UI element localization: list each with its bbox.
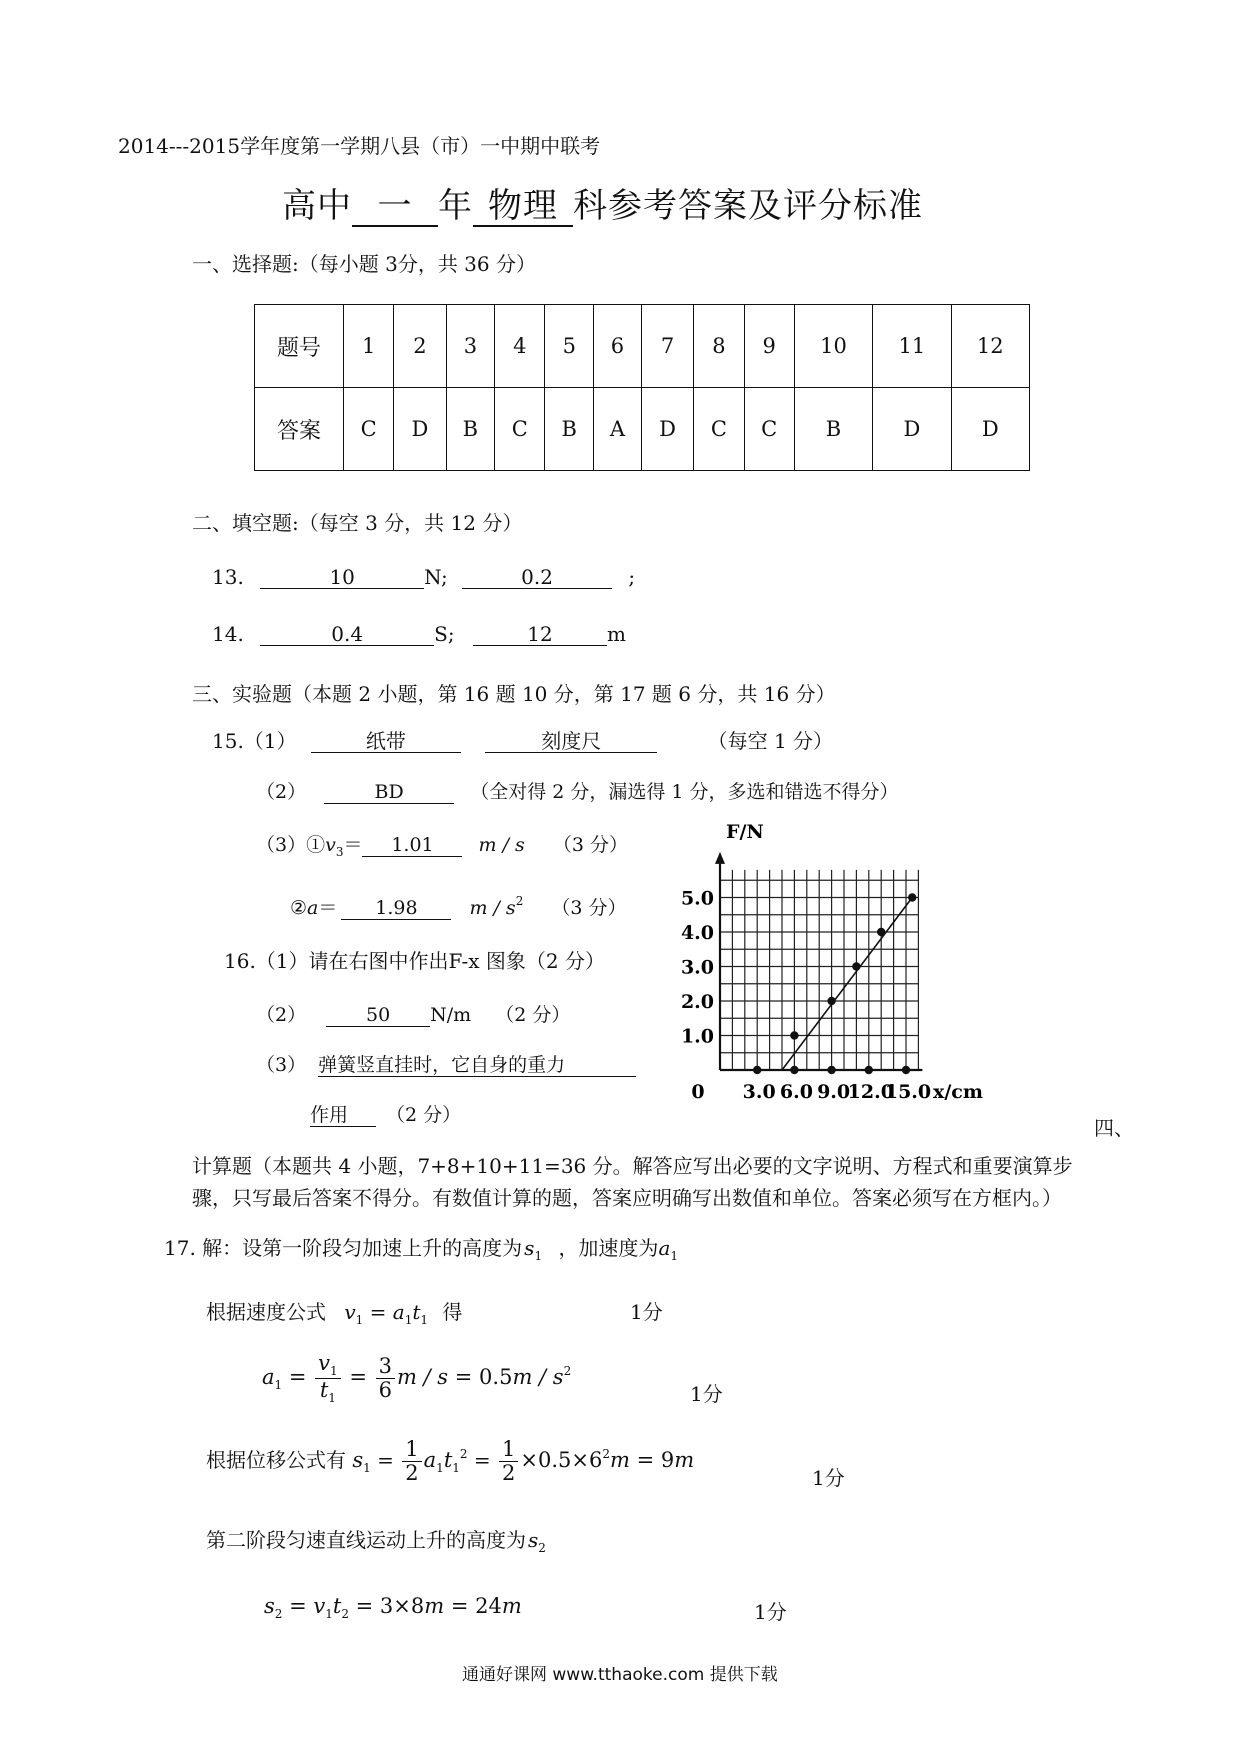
table-cell: 11 <box>873 305 951 388</box>
q16-2-answer: 50 <box>326 1006 430 1027</box>
q15-3a-eq: ＝ <box>343 834 363 856</box>
q13-answer-2: 0.2 <box>462 567 612 589</box>
q15-3a-var: v <box>325 834 336 856</box>
fx-graph <box>660 820 1100 1120</box>
q16-2-unit: N/m <box>430 1004 472 1026</box>
y-tick-label: 1.0 <box>680 1025 714 1048</box>
table-cell: 4 <box>495 305 545 388</box>
y-tick-label: 2.0 <box>680 991 714 1013</box>
table-cell: A <box>594 388 642 471</box>
question-14 <box>212 622 626 646</box>
data-point <box>827 997 835 1005</box>
q15-3b-sup: 2 <box>515 894 524 908</box>
q15-1-note: （每空 1 分） <box>707 729 834 753</box>
table-cell: B <box>446 388 495 471</box>
y-axis-arrow <box>715 852 725 864</box>
question-16-1: 16.（1）请在右图中作出F-x 图象（2 分） <box>224 949 605 973</box>
question-15-3a <box>256 830 628 859</box>
table-cell: B <box>545 388 594 471</box>
question-16-3-cont <box>310 1100 461 1127</box>
q16-3-number: （3） <box>256 1054 307 1076</box>
q13-unit-1: N; <box>424 565 448 589</box>
eq1-score: 1分 <box>630 1300 663 1324</box>
q15-1-answer-1: 纸带 <box>311 731 461 753</box>
y-tick-label: 5.0 <box>680 887 714 910</box>
q15-3a-number: （3）① <box>256 834 326 856</box>
data-point <box>902 1066 910 1074</box>
q15-3b-eq: ＝ <box>318 897 338 919</box>
title-grade: 一 <box>352 189 438 227</box>
table-cell: 8 <box>694 305 744 388</box>
table-cell: 12 <box>951 305 1029 388</box>
q15-3b-unit: m / s <box>469 897 516 919</box>
x-tick-label: 9.0 <box>817 1081 851 1103</box>
table-cell: 6 <box>594 305 642 388</box>
table-cell: 3 <box>446 305 495 388</box>
eq-line-3: 根据位移公式有 $s_1$ = $\frac{1}{2}$ $a_1t_1^2$ = $\frac{1}{2}$ $\times 0.5\times 6^2m = 9m$ <box>206 1437 695 1486</box>
question-16-2 <box>256 1000 570 1027</box>
eq3-text: 根据位移公式有 <box>206 1448 346 1473</box>
eq1-text: 根据速度公式 <box>206 1300 326 1324</box>
q16-3-answer-2: 作用 <box>310 1106 376 1127</box>
table-cell: D <box>641 388 693 471</box>
title-subject: 物理 <box>473 189 573 227</box>
x-tick-label: 3.0 <box>742 1081 776 1103</box>
eq-line-4: 第二阶段匀速直线运动上升的高度为 $s_2$ <box>206 1528 546 1555</box>
table-row-answers <box>255 388 1030 471</box>
eq-line-5: $s_2 = v_1t_2 = 3\times 8m = 24m$ <box>264 1594 522 1621</box>
q16-2-note: （2 分） <box>495 1004 571 1026</box>
y-axis-label: F/N <box>726 821 764 843</box>
y-tick-label: 4.0 <box>680 922 714 944</box>
section1-heading: 一、选择题:（每小题 3分，共 36 分） <box>192 252 536 276</box>
question-16-3 <box>256 1050 636 1077</box>
q16-3-answer-1: 弹簧竖直挂时，它自身的重力 <box>318 1056 636 1077</box>
q15-3a-answer: 1.01 <box>362 836 462 857</box>
graph-grid <box>720 870 918 1070</box>
q15-3b-note: （3 分） <box>551 897 627 919</box>
question-15-1 <box>212 725 833 754</box>
table-cell: 5 <box>545 305 594 388</box>
data-point <box>908 893 916 901</box>
table-cell: C <box>744 388 794 471</box>
eq1-word: 得 <box>442 1300 463 1324</box>
section4-heading-2: 骤，只写最后答案不得分。有数值计算的题，答案应明确写出数值和单位。答案必须写在方框内。） <box>192 1186 1062 1210</box>
table-cell: 7 <box>641 305 693 388</box>
table-cell: 10 <box>794 305 872 388</box>
table-cell: D <box>394 388 446 471</box>
section4-tail: 四、 <box>1094 1116 1134 1140</box>
q14-answer-2: 12 <box>473 624 607 646</box>
eq5-score: 1分 <box>754 1600 787 1624</box>
footer-text: 通通好课网 www.tthaoke.com 提供下载 <box>462 1665 778 1685</box>
q15-3b-answer: 1.98 <box>341 899 451 920</box>
table-cell: B <box>794 388 872 471</box>
q17-intro-mid: ，加速度为 <box>558 1236 659 1260</box>
title-suffix: 科参考答案及评分标准 <box>573 186 923 226</box>
table-cell: 1 <box>344 305 394 388</box>
q15-3b-number: ② <box>290 897 308 919</box>
section3-heading: 三、实验题（本题 2 小题，第 16 题 10 分，第 17 题 6 分，共 16 分） <box>192 682 836 706</box>
eq2-score: 1分 <box>690 1382 723 1406</box>
data-point <box>852 962 860 970</box>
table-cell: 2 <box>394 305 446 388</box>
table-cell: C <box>495 388 545 471</box>
x-tick-label: 6.0 <box>779 1081 813 1103</box>
q16-2-number: （2） <box>256 1004 307 1026</box>
y-tick-label: 3.0 <box>680 956 714 979</box>
title-prefix: 高中 <box>282 186 352 226</box>
question-13 <box>212 565 635 589</box>
table-cell: 9 <box>744 305 794 388</box>
x-tick-label: 15.0 <box>884 1081 932 1103</box>
q17-intro: 17. 解：设第一阶段匀加速上升的高度为 $s_1$ ，加速度为$a_1$ <box>164 1236 679 1263</box>
page-title <box>282 178 923 227</box>
question-15-2 <box>256 777 899 804</box>
table-row-numbers <box>255 305 1030 388</box>
x-axis-label: x/cm <box>933 1081 983 1103</box>
exam-subtitle: 2014---2015学年度第一学期八县（市）一中期中联考 <box>118 134 601 158</box>
q16-3-note: （2 分） <box>386 1104 462 1126</box>
data-point <box>827 1066 835 1074</box>
q13-number: 13. <box>212 565 244 589</box>
q14-answer-1: 0.4 <box>260 624 434 646</box>
q15-2-number: （2） <box>256 781 307 803</box>
table-cell: C <box>694 388 744 471</box>
q13-answer-1: 10 <box>260 567 424 589</box>
q13-unit-2: ; <box>628 565 636 589</box>
q15-3a-unit: m / s <box>478 834 525 856</box>
data-point <box>753 1066 761 1074</box>
eq3-score: 1分 <box>812 1466 845 1490</box>
table-header-number: 题号 <box>255 305 344 388</box>
q15-1-answer-2: 刻度尺 <box>485 731 657 753</box>
table-cell: D <box>873 388 951 471</box>
table-cell: C <box>344 388 394 471</box>
eq4-text: 第二阶段匀速直线运动上升的高度为 <box>206 1528 526 1552</box>
q15-3a-sub: 3 <box>335 845 344 859</box>
q15-1-number: 15.（1） <box>212 729 297 753</box>
title-mid: 年 <box>438 186 473 226</box>
eq-line-1: 根据速度公式 $v_1 = a_1t_1$ 得 <box>206 1300 463 1327</box>
q15-3b-var: a <box>307 897 319 919</box>
origin-label: 0 <box>691 1081 705 1103</box>
section4-heading-1: 计算题（本题共 4 小题，7+8+10+11=36 分。解答应写出必要的文字说明、方程式和重要演算步 <box>192 1154 1073 1178</box>
question-15-3b <box>290 893 627 920</box>
q14-unit-2: m <box>606 622 626 646</box>
data-point <box>877 928 885 936</box>
x-tick-label: 12.0 <box>847 1081 894 1103</box>
answer-table <box>254 304 1030 471</box>
table-header-answer: 答案 <box>255 388 344 471</box>
data-point <box>865 1066 873 1074</box>
q15-2-answer: BD <box>324 783 454 804</box>
q14-number: 14. <box>212 622 244 646</box>
table-cell: D <box>951 388 1029 471</box>
q14-unit-1: S; <box>434 622 455 646</box>
q17-intro-text: 17. 解：设第一阶段匀加速上升的高度为 <box>164 1236 523 1260</box>
section2-heading: 二、填空题:（每空 3 分，共 12 分） <box>192 511 523 535</box>
data-point <box>790 1031 798 1039</box>
q15-2-note: （全对得 2 分，漏选得 1 分，多选和错选不得分） <box>470 781 899 803</box>
q15-3a-note: （3 分） <box>552 834 628 856</box>
data-point <box>790 1066 798 1074</box>
eq-line-2: $a_1$ = $\frac{v_1}{t_1}$ = $\frac{3}{6}$ $m / s = 0.5m / s^2$ <box>262 1351 572 1406</box>
